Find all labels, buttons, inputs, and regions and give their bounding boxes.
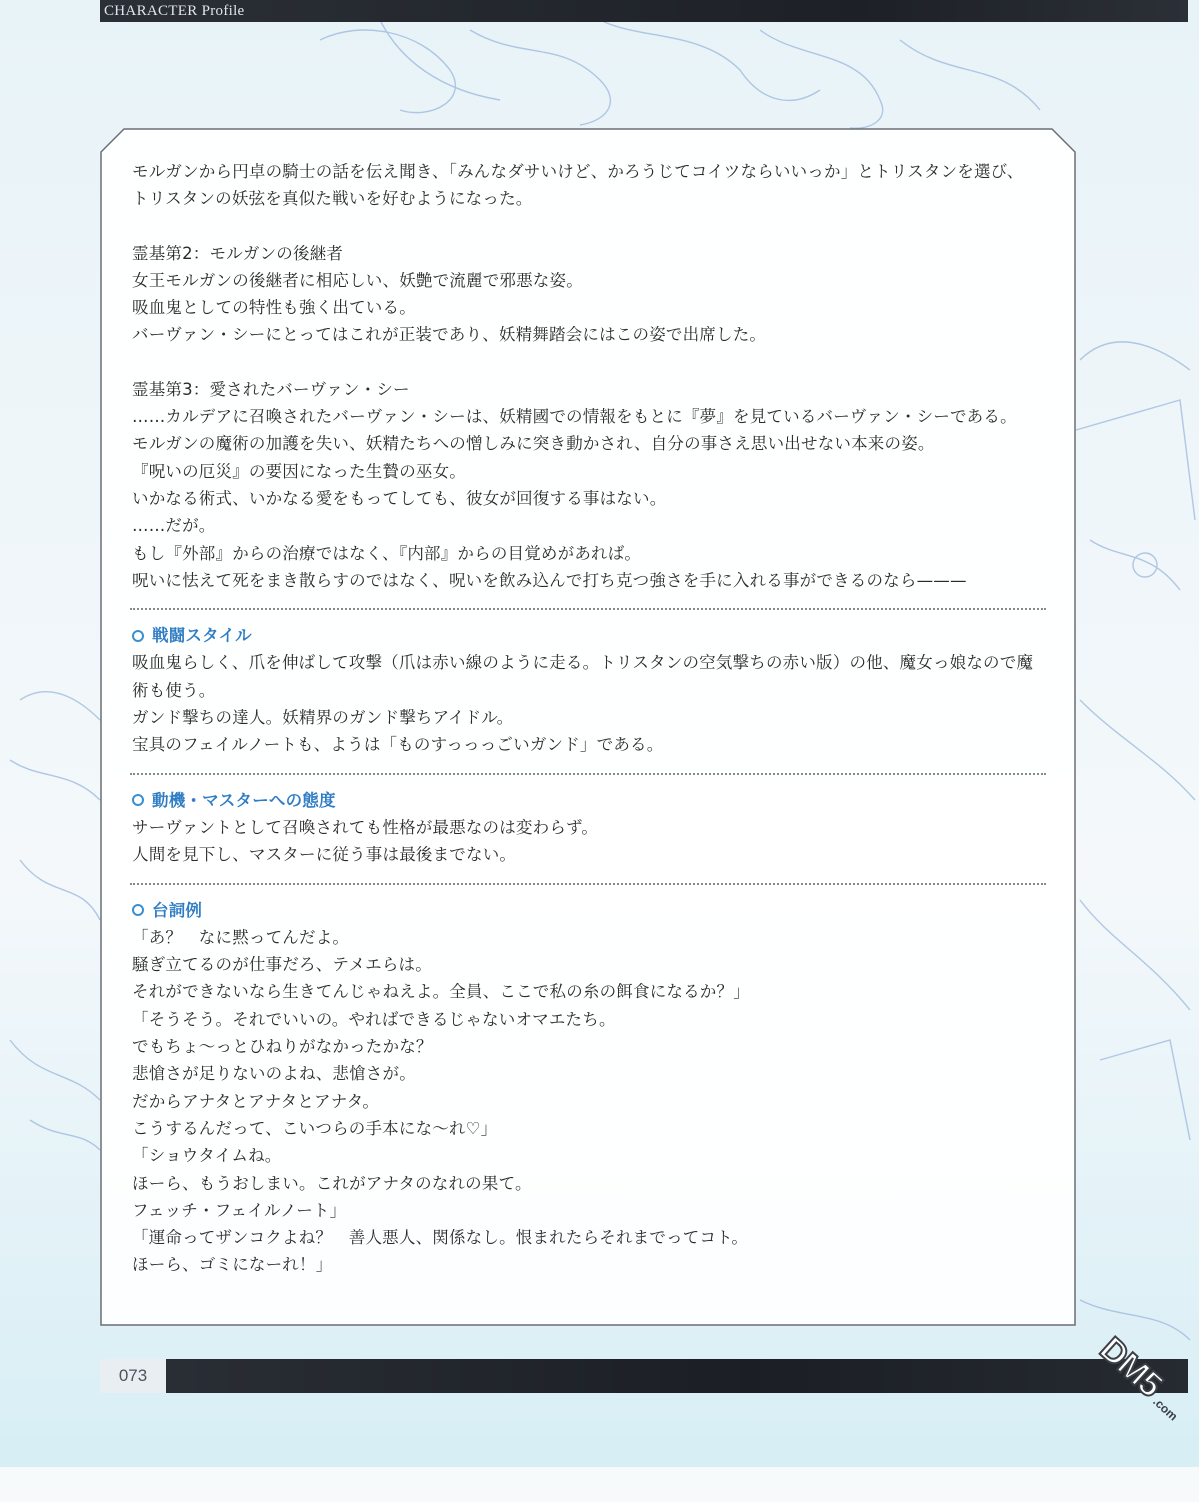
text-line: いかなる術式、いかなる愛をもってしても、彼女が回復する事はない。: [132, 488, 667, 508]
footer-bar: [100, 1359, 1188, 1393]
text-line: こうするんだって、こいつらの手本にな～れ♡」: [132, 1118, 498, 1138]
text-line: トリスタンの妖弦を真似た戦いを好むようになった。: [132, 189, 533, 209]
section-label: CHARACTER Profile: [104, 3, 245, 19]
text-line: だからアナタとアナタとアナタ。: [132, 1091, 380, 1111]
text-line: 「運命ってザンコクよね？ 善人悪人、関係なし。恨まれたらそれまでってコト。: [132, 1228, 749, 1248]
circle-bullet-icon: [132, 794, 144, 806]
dotted-divider: [130, 883, 1046, 885]
text-line: それができないなら生きてんじゃねえよ。全員、ここで私の糸の餌食になるか？」: [132, 982, 750, 1002]
intro-paragraph: [132, 158, 1062, 213]
circle-bullet-icon: [132, 630, 144, 642]
dotted-divider: [130, 773, 1046, 775]
section-heading: [132, 622, 1062, 649]
text-line: 霊基第2：モルガンの後継者: [132, 243, 344, 263]
stage3-paragraph: [132, 376, 1062, 594]
text-line: ……だが。: [132, 516, 216, 536]
text-line: 吸血鬼らしく、爪を伸ばして攻撃（爪は赤い線のように走る。トリスタンの空気撃ちの赤い版）の他、魔女っ娘なので魔: [132, 653, 1034, 673]
section-heading-label: 動機・マスターへの態度: [152, 790, 336, 810]
header-bar: [100, 0, 1188, 22]
text-line: ガンド撃ちの達人。妖精界のガンド撃ちアイドル。: [132, 708, 514, 728]
text-line: フェッチ・フェイルノート」: [132, 1200, 347, 1220]
text-line: 「あ？ なに黙ってんだよ。: [132, 927, 350, 947]
section-heading: [132, 897, 1062, 924]
section-motivation: [132, 787, 1062, 869]
text-line: ほーら、ゴミになーれ！」: [132, 1255, 333, 1275]
profile-content: [132, 158, 1062, 1279]
section-heading-label: 台詞例: [152, 900, 203, 920]
stage2-paragraph: [132, 240, 1062, 349]
text-line: 『呪いの厄災』の要因になった生贄の巫女。: [132, 461, 466, 481]
text-line: バーヴァン・シーにとってはこれが正装であり、妖精舞踏会にはこの姿で出席した。: [132, 325, 767, 345]
text-line: 吸血鬼としての特性も強く出ている。: [132, 298, 416, 318]
text-line: もし『外部』からの治療ではなく、『内部』からの目覚めがあれば。: [132, 543, 642, 563]
section-dialogue-examples: [132, 897, 1062, 1279]
page-number: 073: [100, 1359, 166, 1393]
text-line: モルガンの魔術の加護を失い、妖精たちへの憎しみに突き動かされ、自分の事さえ思い出せない本来の姿。: [132, 434, 935, 454]
circle-bullet-icon: [132, 904, 144, 916]
text-line: 宝具のフェイルノートも、ようは「ものすっっっごいガンド」である。: [132, 735, 664, 755]
text-line: でもちょ～っとひねりがなかったかな？: [132, 1037, 433, 1057]
section-heading-label: 戦闘スタイル: [152, 626, 252, 646]
text-line: ほーら、もうおしまい。これがアナタのなれの果て。: [132, 1173, 532, 1193]
text-line: 術も使う。: [132, 680, 216, 700]
text-line: 「そうそう。それでいいの。やればできるじゃないオマエたち。: [132, 1009, 616, 1029]
text-line: 呪いに怯えて死をまき散らすのではなく、呪いを飲み込んで打ち克つ強さを手に入れる事ができるのなら———: [132, 570, 967, 590]
text-line: 「ショウタイムね。: [132, 1146, 282, 1166]
watermark-text: DM5: [1092, 1330, 1170, 1405]
text-line: 霊基第3：愛されたバーヴァン・シー: [132, 379, 410, 399]
text-line: サーヴァントとして召喚されても性格が最悪なのは変わらず。: [132, 817, 599, 837]
text-line: 騒ぎ立てるのが仕事だろ、テメエらは。: [132, 955, 432, 975]
watermark-suffix: .com: [1150, 1394, 1181, 1424]
text-line: 人間を見下し、マスターに従う事は最後までない。: [132, 845, 517, 865]
text-line: 女王モルガンの後継者に相応しい、妖艶で流麗で邪悪な姿。: [132, 270, 583, 290]
text-line: モルガンから円卓の騎士の話を伝え聞き、「みんなダサいけど、かろうじてコイツならいいっか」とトリスタンを選び、: [132, 162, 1024, 181]
dotted-divider: [130, 608, 1046, 610]
section-heading: [132, 787, 1062, 814]
text-line: ……カルデアに召喚されたバーヴァン・シーは、妖精國での情報をもとに『夢』を見ているバーヴァン・シーである。: [132, 407, 1017, 427]
text-line: 悲愴さが足りないのよね、悲愴さが。: [132, 1064, 416, 1084]
section-combat-style: [132, 622, 1062, 758]
